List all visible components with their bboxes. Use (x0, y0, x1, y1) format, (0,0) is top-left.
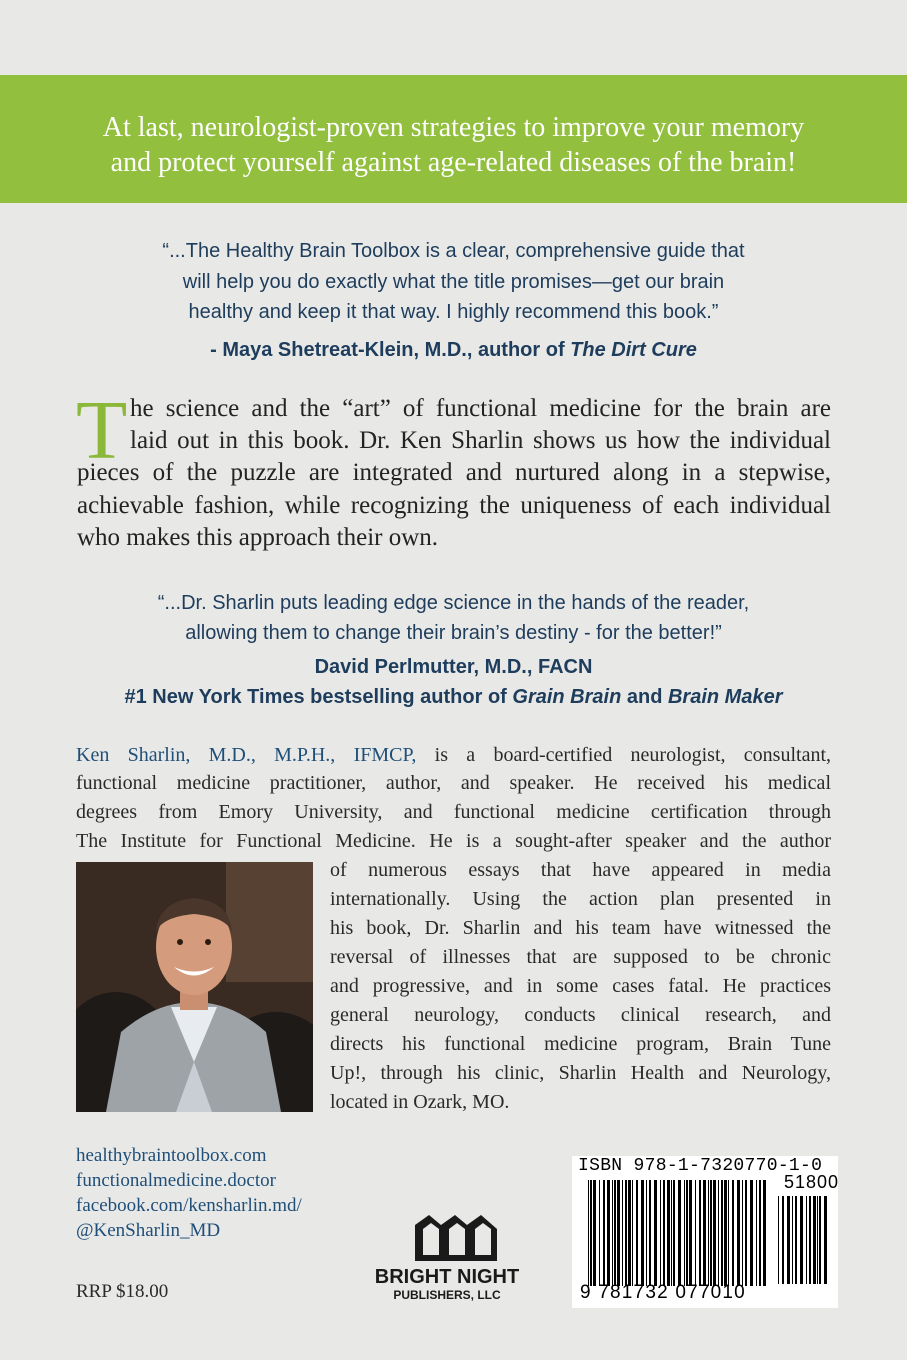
intro-line-1: he science and the “art” of functional medicine for the brain are (130, 395, 831, 422)
barcode-bar (607, 1180, 610, 1286)
barcode-bar (614, 1180, 616, 1286)
link-facebook[interactable]: facebook.com/kensharlin.md/ (76, 1195, 302, 1216)
bio-line-6: internationally. Using the action plan presented in (330, 888, 831, 910)
barcode-bar (813, 1196, 816, 1284)
barcode-bar (819, 1196, 821, 1284)
bio-line-10: general neurology, conducts clinical research, and (330, 1004, 831, 1026)
barcode-bar (806, 1196, 807, 1284)
barcode-bar (641, 1180, 644, 1286)
drop-cap: T (76, 384, 128, 477)
barcode-bar (654, 1180, 657, 1286)
tagline-line-1: At last, neurologist-proven strategies to improve your memory (102, 112, 805, 143)
barcode-bar (782, 1196, 784, 1284)
retail-price: RRP $18.00 (76, 1281, 169, 1302)
bio-line-8: reversal of illnesses that are supposed to be chronic (330, 946, 831, 968)
barcode-bar (721, 1180, 723, 1286)
barcode-bar (684, 1180, 685, 1286)
barcode-bar (737, 1180, 740, 1286)
barcode-bar (603, 1180, 605, 1286)
barcode-bar (728, 1180, 729, 1286)
intro-line-2: laid out in this book. Dr. Ken Sharlin shows us how the individual (130, 427, 831, 454)
barcode-bar (678, 1180, 681, 1286)
barcode-bar (667, 1180, 670, 1286)
bio-line-13: located in Ozark, MO. (330, 1091, 510, 1113)
barcode-bar (795, 1196, 797, 1284)
barcode-bar (590, 1180, 592, 1286)
quote-1-attribution-text: - Maya Shetreat-Klein, M.D., author of (210, 339, 571, 361)
isbn-barcode (572, 1156, 838, 1308)
barcode-bar (750, 1180, 753, 1286)
link-functional-medicine[interactable]: functionalmedicine.doctor (76, 1170, 276, 1191)
barcode-bar (695, 1180, 696, 1286)
barcode-bar (724, 1180, 727, 1286)
barcode-bar (660, 1180, 661, 1286)
publisher-logo-graphic (367, 1215, 527, 1305)
barcode-bar (778, 1196, 779, 1284)
barcode-bar (800, 1196, 803, 1284)
barcode-bar (759, 1180, 761, 1286)
barcode-bar (718, 1180, 719, 1286)
barcode-bar (703, 1180, 706, 1286)
quote-2-attribution-prefix: #1 New York Times bestselling author of (124, 686, 513, 708)
tagline-line-2: and protect yourself against age-related diseases of the brain! (110, 147, 797, 178)
barcode-bar (673, 1180, 675, 1286)
quote-2-attribution-2 (0, 686, 907, 709)
quote-2-attribution-1: David Perlmutter, M.D., FACN (314, 656, 593, 678)
quote-2-book-title-2: Brain Maker (667, 686, 783, 708)
barcode-bar (689, 1180, 692, 1286)
barcode-bar (787, 1196, 790, 1284)
barcode-bar (817, 1196, 818, 1284)
barcode-bar (732, 1180, 734, 1286)
barcode-digits: 9 781732 077010 (580, 1282, 746, 1303)
barcode-bar (636, 1180, 638, 1286)
barcode-bar (710, 1180, 712, 1286)
barcode-bar (663, 1180, 665, 1286)
quote-1-book-title: The Dirt Cure (570, 339, 697, 361)
barcode-bar (763, 1180, 766, 1286)
publisher-name-line-1: BRIGHT NIGHT (374, 1266, 520, 1288)
barcode-bar (699, 1180, 701, 1286)
intro-line-3: pieces of the puzzle are integrated and nurtured along in a stepwise, (77, 459, 831, 486)
bio-line-3: degrees from Emory University, and functional medicine certification through (76, 801, 831, 823)
intro-line-4: achievable fashion, while recognizing the uniqueness of each individual (77, 492, 831, 519)
bio-line-7: his book, Dr. Sharlin and his team have witnessed the (330, 917, 831, 939)
link-twitter[interactable]: @KenSharlin_MD (76, 1220, 221, 1241)
barcode-bars-main (588, 1180, 768, 1286)
isbn-text: ISBN 978-1-7320770-1-0 (578, 1156, 823, 1176)
quote-2-book-title-1: Grain Brain (512, 686, 622, 708)
barcode-bar (745, 1180, 747, 1286)
barcode-bar (625, 1180, 627, 1286)
intro-line-5: who makes this approach their own. (77, 524, 439, 551)
link-website[interactable]: healthybraintoolbox.com (76, 1145, 267, 1166)
quote-2-and: and (621, 686, 668, 708)
bio-line-9: and progressive, and in some cases fatal. He practices (330, 975, 831, 997)
bio-line-1-rest: is a board-certified neurologist, consultant, (416, 744, 832, 766)
barcode-bar (588, 1180, 589, 1286)
barcode-bar (809, 1196, 811, 1284)
barcode-bar (742, 1180, 743, 1286)
quote-1-attribution (0, 339, 907, 362)
barcode-bar (617, 1180, 620, 1286)
barcode-bar (792, 1196, 793, 1284)
publisher-logo (367, 1215, 527, 1305)
barcode-bars-addon (778, 1196, 832, 1284)
quote-1-line-2: will help you do exactly what the title promises—get our brain (182, 271, 725, 293)
bio-line-12: Up!, through his clinic, Sharlin Health and Neurology, (330, 1062, 831, 1084)
barcode-bar (628, 1180, 631, 1286)
bio-line-4: The Institute for Functional Medicine. He is a sought-after speaker and the author (76, 830, 831, 852)
author-photo (76, 862, 313, 1112)
publisher-name-line-2: PUBLISHERS, LLC (393, 1288, 501, 1302)
tagline-banner (0, 75, 907, 203)
author-portrait-illustration (76, 862, 313, 1112)
quote-1-line-3: healthy and keep it that way. I highly recommend this book.” (188, 301, 719, 323)
bio-line-1 (76, 744, 831, 767)
barcode-bar (622, 1180, 623, 1286)
barcode-bar (632, 1180, 633, 1286)
bio-line-5: of numerous essays that have appeared in media (330, 859, 831, 881)
bio-line-2: functional medicine practitioner, author, and speaker. He received his medical (76, 772, 831, 794)
barcode-bar (824, 1196, 827, 1284)
bio-line-11: directs his functional medicine program, Brain Tune (330, 1033, 831, 1055)
price-code: 51800 (784, 1172, 840, 1192)
barcode-bar (599, 1180, 600, 1286)
barcode-bar (713, 1180, 716, 1286)
barcode-bar (593, 1180, 596, 1286)
barcode-bar (708, 1180, 709, 1286)
quote-2-line-2: allowing them to change their brain’s destiny - for the better!” (185, 622, 722, 644)
barcode-bar (649, 1180, 651, 1286)
barcode-bar (686, 1180, 688, 1286)
barcode-bar (671, 1180, 672, 1286)
barcode-bar (646, 1180, 647, 1286)
barcode-bar (756, 1180, 757, 1286)
barcode-bar (612, 1180, 613, 1286)
quote-2-line-1: “...Dr. Sharlin puts leading edge science in the hands of the reader, (157, 592, 750, 614)
quote-1-line-1: “...The Healthy Brain Toolbox is a clear, comprehensive guide that (162, 240, 745, 262)
author-name: Ken Sharlin, M.D., M.P.H., IFMCP, (76, 744, 417, 766)
